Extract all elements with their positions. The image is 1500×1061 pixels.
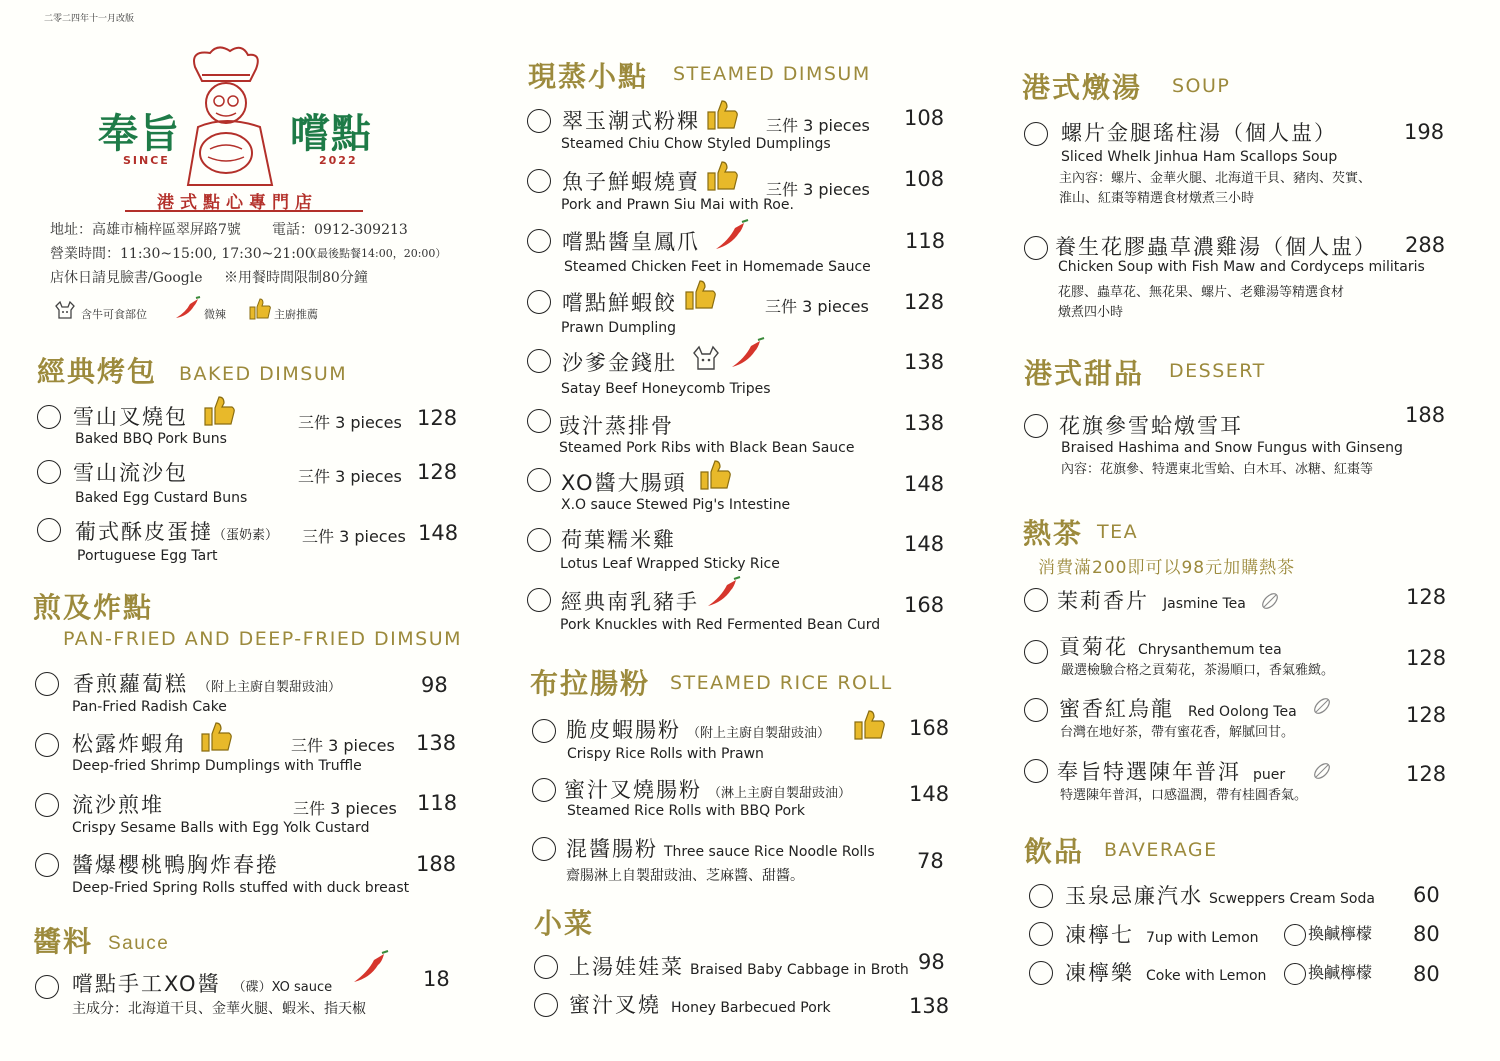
section-dessert-en: DESSERT: [1169, 360, 1266, 382]
option-circle[interactable]: [1284, 963, 1306, 985]
menu-item-name: 雪山流沙包: [73, 461, 188, 485]
menu-item-name: 花旗參雪蛤燉雪耳: [1059, 414, 1243, 438]
option-circle[interactable]: [1284, 924, 1306, 946]
price: 128: [904, 290, 945, 314]
menu-item-desc: 淮山、紅棗等精選食材燉煮三小時: [1059, 191, 1255, 206]
section-soup-title: 港式燉湯: [1022, 71, 1143, 104]
select-circle[interactable]: [527, 528, 551, 552]
select-circle[interactable]: [527, 349, 551, 373]
menu-item-en: Baked BBQ Pork Buns: [75, 431, 227, 447]
price: 118: [417, 791, 458, 815]
pieces: 三件 3 pieces: [766, 116, 870, 135]
price: 118: [905, 229, 946, 253]
menu-item-name: 流沙煎堆: [72, 793, 164, 817]
menu-item-name: 沙爹金錢肚: [562, 351, 677, 375]
select-circle[interactable]: [1024, 122, 1048, 146]
section-steamed-en: STEAMED DIMSUM: [673, 63, 871, 85]
pieces: 三件 3 pieces: [298, 413, 402, 432]
price: 60: [1413, 883, 1440, 907]
tea-leaf-icon: [1259, 590, 1281, 612]
menu-item-name: 嚐點手工XO醬 （碟）XO sauce: [72, 972, 333, 996]
menu-item-name: 螺片金腿瑤柱湯（個人盅）: [1061, 121, 1337, 145]
menu-item-desc: 主成分：北海道干貝、金華火腿、蝦米、指天椒: [72, 1001, 366, 1017]
menu-item-en: Portuguese Egg Tart: [77, 548, 218, 564]
section-dessert-title: 港式甜品: [1024, 357, 1145, 390]
menu-item-name: 葡式酥皮蛋撻（蛋奶素）: [75, 520, 279, 544]
price: 98: [421, 673, 448, 697]
menu-item-name: 荷葉糯米雞: [561, 528, 676, 552]
thumbs-up-icon: [706, 160, 740, 192]
menu-item-en: Deep-Fried Spring Rolls stuffed with duck breast: [72, 880, 410, 896]
salted-lemon-option[interactable]: 換鹹檸檬: [1284, 921, 1372, 946]
thumbs-up-icon: [200, 721, 234, 753]
section-roll-en: STEAMED RICE ROLL: [670, 672, 893, 694]
section-sauce-title: 醬料: [33, 925, 94, 958]
section-soup-en: SOUP: [1172, 75, 1231, 97]
menu-item-en: Sliced Whelk Jinhua Ham Scallops Soup: [1061, 149, 1338, 165]
chili-icon: [174, 296, 202, 322]
menu-item-name: 茉莉香片 Jasmine Tea: [1057, 589, 1246, 613]
price: 128: [1406, 703, 1447, 727]
price: 148: [418, 521, 459, 545]
select-circle[interactable]: [527, 409, 551, 433]
menu-item-name: 上湯娃娃菜 Braised Baby Cabbage in Broth: [569, 955, 909, 979]
price: 80: [1413, 922, 1440, 946]
price: 98: [918, 950, 945, 974]
salted-lemon-option[interactable]: 換鹹檸檬: [1284, 960, 1372, 985]
legend-chef-label: 主廚推薦: [274, 308, 318, 321]
menu-item-name: 嚐點鮮蝦餃: [562, 291, 677, 315]
menu-item-desc: 內容：花旗參、特選東北雪蛤、白木耳、冰糖、紅棗等: [1061, 462, 1374, 477]
legend-beef-label: 含牛可食部位: [81, 308, 147, 321]
select-circle[interactable]: [532, 837, 556, 861]
section-baked-en: BAKED DIMSUM: [179, 363, 348, 385]
chili-icon: [706, 576, 742, 610]
section-sauce-en: Sauce: [108, 933, 170, 954]
chili-icon: [714, 219, 750, 253]
last-order: （最後點餐14:00，20:00）: [306, 247, 447, 260]
menu-item-name: 雪山叉燒包: [73, 405, 188, 429]
menu-item-desc: 台灣在地好茶，帶有蜜花香，解膩回甘。: [1060, 725, 1295, 740]
select-circle[interactable]: [527, 169, 551, 193]
price: 128: [417, 460, 458, 484]
menu-item-en: Crispy Rice Rolls with Prawn: [567, 746, 764, 762]
pieces: 三件 3 pieces: [298, 467, 402, 486]
select-circle[interactable]: [532, 778, 556, 802]
menu-item-name: 蜜香紅烏龍 Red Oolong Tea: [1059, 697, 1297, 721]
chili-icon: [352, 950, 390, 986]
select-circle[interactable]: [1029, 922, 1053, 946]
menu-item-en: Braised Hashima and Snow Fungus with Ginseng: [1061, 440, 1403, 456]
section-fried-title: 煎及炸點: [33, 591, 154, 624]
menu-item-en: Pork Knuckles with Red Fermented Bean Curd: [560, 617, 881, 633]
price: 78: [917, 849, 944, 873]
price: 168: [904, 593, 945, 617]
select-circle[interactable]: [527, 229, 551, 253]
price: 148: [904, 472, 945, 496]
menu-item-name: 凍檸七 7up with Lemon: [1065, 923, 1259, 947]
menu-item-en: Chicken Soup with Fish Maw and Cordyceps militaris: [1058, 259, 1425, 275]
tea-promo-note: 消費滿200即可以98元加購熱茶: [1038, 558, 1296, 578]
price: 138: [904, 411, 945, 435]
menu-item-desc: 燉煮四小時: [1058, 305, 1124, 320]
thumbs-up-icon: [699, 459, 733, 491]
thumbs-up-icon: [248, 297, 272, 321]
price: 188: [1405, 403, 1446, 427]
thumbs-up-icon: [706, 99, 740, 131]
menu-item-en: Crispy Sesame Balls with Egg Yolk Custard: [72, 820, 370, 836]
menu-item-desc: 特選陳年普洱，口感溫潤，帶有桂圓香氣。: [1060, 788, 1308, 803]
menu-item-name: 蜜汁叉燒 Honey Barbecued Pork: [569, 993, 831, 1017]
select-circle[interactable]: [1024, 698, 1048, 722]
select-circle[interactable]: [1024, 236, 1048, 260]
menu-item-en: Baked Egg Custard Buns: [75, 490, 248, 506]
menu-item-name: 魚子鮮蝦燒賣: [562, 170, 700, 194]
select-circle[interactable]: [527, 109, 551, 133]
price: 198: [1404, 120, 1445, 144]
menu-item-en: Steamed Rice Rolls with BBQ Pork: [567, 803, 805, 819]
select-circle[interactable]: [527, 290, 551, 314]
select-circle[interactable]: [37, 460, 61, 484]
price: 138: [904, 350, 945, 374]
select-circle[interactable]: [527, 588, 551, 612]
pieces: 三件 3 pieces: [765, 297, 869, 316]
brand-name-left: 奉旨: [98, 111, 180, 157]
select-circle[interactable]: [1024, 759, 1048, 783]
select-circle[interactable]: [37, 405, 61, 429]
select-circle[interactable]: [35, 672, 59, 696]
price: 128: [417, 406, 458, 430]
section-baked-title: 經典烤包: [37, 355, 158, 388]
select-circle[interactable]: [1024, 588, 1048, 612]
menu-item-name: 貢菊花 Chrysanthemum tea: [1059, 635, 1282, 659]
price: 148: [904, 532, 945, 556]
menu-item-name: 醬爆櫻桃鴨胸炸春捲: [72, 853, 279, 877]
select-circle[interactable]: [1029, 884, 1053, 908]
menu-item-en: Pan-Fried Radish Cake: [72, 699, 227, 715]
select-circle[interactable]: [35, 733, 59, 757]
beef-icon: [690, 345, 722, 373]
menu-item-name: 經典南乳豬手: [561, 590, 699, 614]
menu-item-name: 松露炸蝦角: [72, 732, 187, 756]
price: 138: [416, 731, 457, 755]
section-steamed-title: 現蒸小點: [528, 60, 649, 93]
menu-item-name: 豉汁蒸排骨: [559, 414, 674, 438]
select-circle[interactable]: [1024, 640, 1048, 664]
closed-days: 店休日請見臉書/Google: [50, 270, 203, 286]
price: 18: [423, 967, 450, 991]
price: 138: [909, 994, 950, 1018]
price: 168: [909, 716, 950, 740]
menu-item-en: X.O sauce Stewed Pig's Intestine: [561, 497, 791, 513]
menu-item-desc: 齋腸淋上自製甜豉油、芝麻醬、甜醬。: [566, 868, 804, 884]
select-circle[interactable]: [532, 719, 556, 743]
menu-item-desc: 花膠、蟲草花、無花果、螺片、老雞湯等精選食材: [1058, 285, 1345, 300]
thumbs-up-icon: [684, 279, 718, 311]
menu-item-name: 玉泉忌廉汽水 Scweppers Cream Soda: [1065, 884, 1375, 908]
edition-date: 二零二四年十一月改版: [44, 14, 135, 24]
price: 128: [1406, 585, 1447, 609]
brand-year: 2022: [319, 154, 358, 167]
section-sides-title: 小菜: [534, 907, 595, 940]
price: 128: [1406, 762, 1447, 786]
pieces: 三件 3 pieces: [766, 180, 870, 199]
brand-subtitle: 港式點心專門店: [157, 193, 318, 213]
pieces: 三件 3 pieces: [302, 527, 406, 546]
menu-item-name: 混醬腸粉 Three sauce Rice Noodle Rolls: [566, 837, 875, 861]
select-circle[interactable]: [37, 518, 61, 542]
section-drinks-en: BAVERAGE: [1104, 839, 1218, 861]
price: 148: [909, 782, 950, 806]
hours: 營業時間：11:30~15:00, 17:30~21:00: [50, 246, 314, 262]
select-circle[interactable]: [527, 468, 551, 492]
legend-spicy-label: 微辣: [204, 308, 226, 321]
select-circle[interactable]: [35, 975, 59, 999]
menu-item-name: 脆皮蝦腸粉 （附上主廚自製甜豉油）: [566, 718, 831, 742]
section-tea-title: 熱茶: [1023, 517, 1084, 550]
menu-item-name: 奉旨特選陳年普洱 puer: [1057, 760, 1286, 784]
menu-item-en: Deep-fried Shrimp Dumplings with Truffle: [72, 758, 362, 774]
time-limit: ※用餐時間限制80分鐘: [224, 270, 368, 286]
price: 108: [904, 167, 945, 191]
section-roll-title: 布拉腸粉: [530, 667, 651, 700]
menu-item-desc: 嚴選檢驗合格之貢菊花，茶湯順口，香氣雅緻。: [1061, 663, 1335, 678]
select-circle[interactable]: [534, 955, 558, 979]
select-circle[interactable]: [534, 993, 558, 1017]
price: 188: [416, 852, 457, 876]
select-circle[interactable]: [1024, 414, 1048, 438]
section-fried-en: PAN-FRIED AND DEEP-FRIED DIMSUM: [63, 628, 463, 650]
beef-icon: [52, 300, 78, 322]
menu-item-name: 蜜汁叉燒腸粉 （淋上主廚自製甜豉油）: [564, 778, 852, 802]
menu-item-name: XO醬大腸頭: [561, 471, 687, 495]
price: 108: [904, 106, 945, 130]
menu-item-name: 凍檸樂 Coke with Lemon: [1065, 961, 1267, 985]
section-tea-en: TEA: [1097, 521, 1139, 543]
menu-item-name: 翠玉潮式粉粿: [562, 109, 700, 133]
price: 128: [1406, 646, 1447, 670]
brand-name-right: 嚐點: [290, 111, 372, 157]
pieces: 三件 3 pieces: [291, 736, 395, 755]
menu-item-en: Pork and Prawn Siu Mai with Roe.: [561, 197, 794, 213]
menu-item-name: 香煎蘿蔔糕 （附上主廚自製甜豉油）: [73, 672, 342, 696]
select-circle[interactable]: [35, 793, 59, 817]
menu-item-name: 嚐點醬皇鳳爪: [562, 230, 700, 254]
thumbs-up-icon: [853, 709, 887, 741]
pieces: 三件 3 pieces: [293, 799, 397, 818]
menu-item-desc: 主內容：螺片、金華火腿、北海道干貝、豬肉、芡實、: [1059, 171, 1372, 186]
tea-leaf-icon: [1311, 760, 1333, 782]
menu-item-en: Lotus Leaf Wrapped Sticky Rice: [560, 556, 780, 572]
address: 地址：高雄市楠梓區翠屏路7號: [50, 222, 241, 238]
price: 288: [1405, 233, 1446, 257]
select-circle[interactable]: [1029, 961, 1053, 985]
chili-icon: [730, 337, 766, 371]
menu-item-en: Prawn Dumpling: [561, 320, 677, 336]
section-drinks-title: 飲品: [1024, 835, 1085, 868]
brand-since: SINCE: [123, 154, 170, 167]
phone: 電話：0912-309213: [272, 222, 408, 238]
menu-item-en: Steamed Chiu Chow Styled Dumplings: [561, 136, 831, 152]
thumbs-up-icon: [203, 395, 237, 427]
tea-leaf-icon: [1311, 695, 1333, 717]
price: 80: [1413, 962, 1440, 986]
menu-item-en: Steamed Pork Ribs with Black Bean Sauce: [559, 440, 855, 456]
menu-item-name: 養生花膠蟲草濃雞湯（個人盅）: [1055, 235, 1377, 259]
menu-item-en: Satay Beef Honeycomb Tripes: [561, 381, 771, 397]
menu-item-en: Steamed Chicken Feet in Homemade Sauce: [564, 259, 871, 275]
chef-logo-icon: [180, 45, 290, 195]
select-circle[interactable]: [35, 853, 59, 877]
